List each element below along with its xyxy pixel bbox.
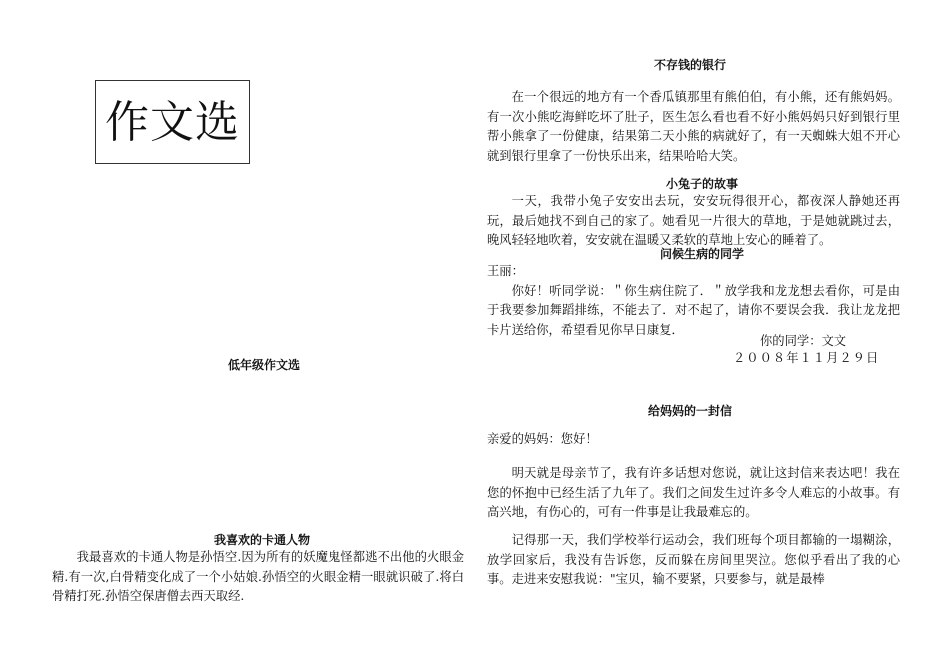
- sick-letter-salutation: 王丽：: [487, 264, 524, 278]
- sick-letter-heading: 问候生病的同学: [660, 247, 745, 261]
- mom-letter-paragraph-2: 记得那一天，我们学校举行运动会，我们班每个项目都输的一塌糊涂，放学回家后，我没有告诉您，反而躲在房间里哭泣。您似乎看出了我的心事。走进来安慰我说："宝贝，输不要紧，只要参与，就是最棒: [487, 533, 900, 586]
- bank-heading: 不存钱的银行: [654, 58, 727, 72]
- story-body: [52, 548, 464, 607]
- story-heading: 我喜欢的卡通人物: [214, 533, 311, 547]
- mom-letter-paragraph-1: 明天就是母亲节了，我有许多话想对您说，就让这封信来表达吧！我在您的怀抱中已经生活了九年了。我们之间发生过许多令人难忘的小故事。有高兴地，有伤心的，可有一件事是让我最难忘的。: [487, 466, 900, 519]
- rabbit-heading: 小兔子的故事: [666, 177, 739, 191]
- story-paragraph: 我最喜欢的卡通人物是孙悟空.因为所有的妖魔鬼怪都逃不出他的火眼金精.有一次,白骨精变化成了一个小姑娘.孙悟空的火眼金精一眼就识破了.将白骨精打死.孙悟空保唐僧去西天取经.: [52, 550, 464, 603]
- sick-letter-signature: 你的同学：文文: [760, 334, 847, 348]
- sick-letter-paragraph: 你好！听同学说：＂你生病住院了．＂放学我和龙龙想去看你，可是由于我要参加舞蹈排练，不能去了．对不起了，请你不要误会我．我让龙龙把卡片送给你，希望看见你早日康复．: [487, 283, 900, 337]
- sick-letter-date: ２００８年１１月２９日: [733, 351, 880, 365]
- title-box: 作文选: [95, 80, 250, 164]
- mom-letter-salutation: 亲爱的妈妈：您好！: [487, 432, 598, 446]
- section-title: 低年级作文选: [228, 358, 301, 372]
- sick-letter-body: [487, 262, 900, 340]
- bank-paragraph: 在一个很远的地方有一个香瓜镇那里有熊伯伯，有小熊，还有熊妈妈。有一次小熊吃海鲜吃坏了肚子，医生怎么看也看不好小熊妈妈只好到银行里帮小熊拿了一份健康，结果第二天小熊的病就好了，有一天蜘蛛大姐不开心就到银行里拿了一份快乐出来，结果哈哈大笑。: [487, 90, 900, 163]
- mom-letter-para2: [487, 531, 900, 590]
- bank-body: [487, 88, 900, 166]
- mom-letter-heading: 给妈妈的一封信: [648, 404, 733, 418]
- rabbit-paragraph: 一天，我带小兔子安安出去玩，安安玩得很开心，都夜深人静她还再玩，最后她找不到自己的家了。她看见一片很大的草地，于是她就跳过去，晚风轻轻地吹着，安安就在温暖又柔软的草地上安心的睡着了。: [487, 194, 900, 247]
- mom-letter-para1: [487, 464, 900, 523]
- rabbit-body: [487, 192, 900, 251]
